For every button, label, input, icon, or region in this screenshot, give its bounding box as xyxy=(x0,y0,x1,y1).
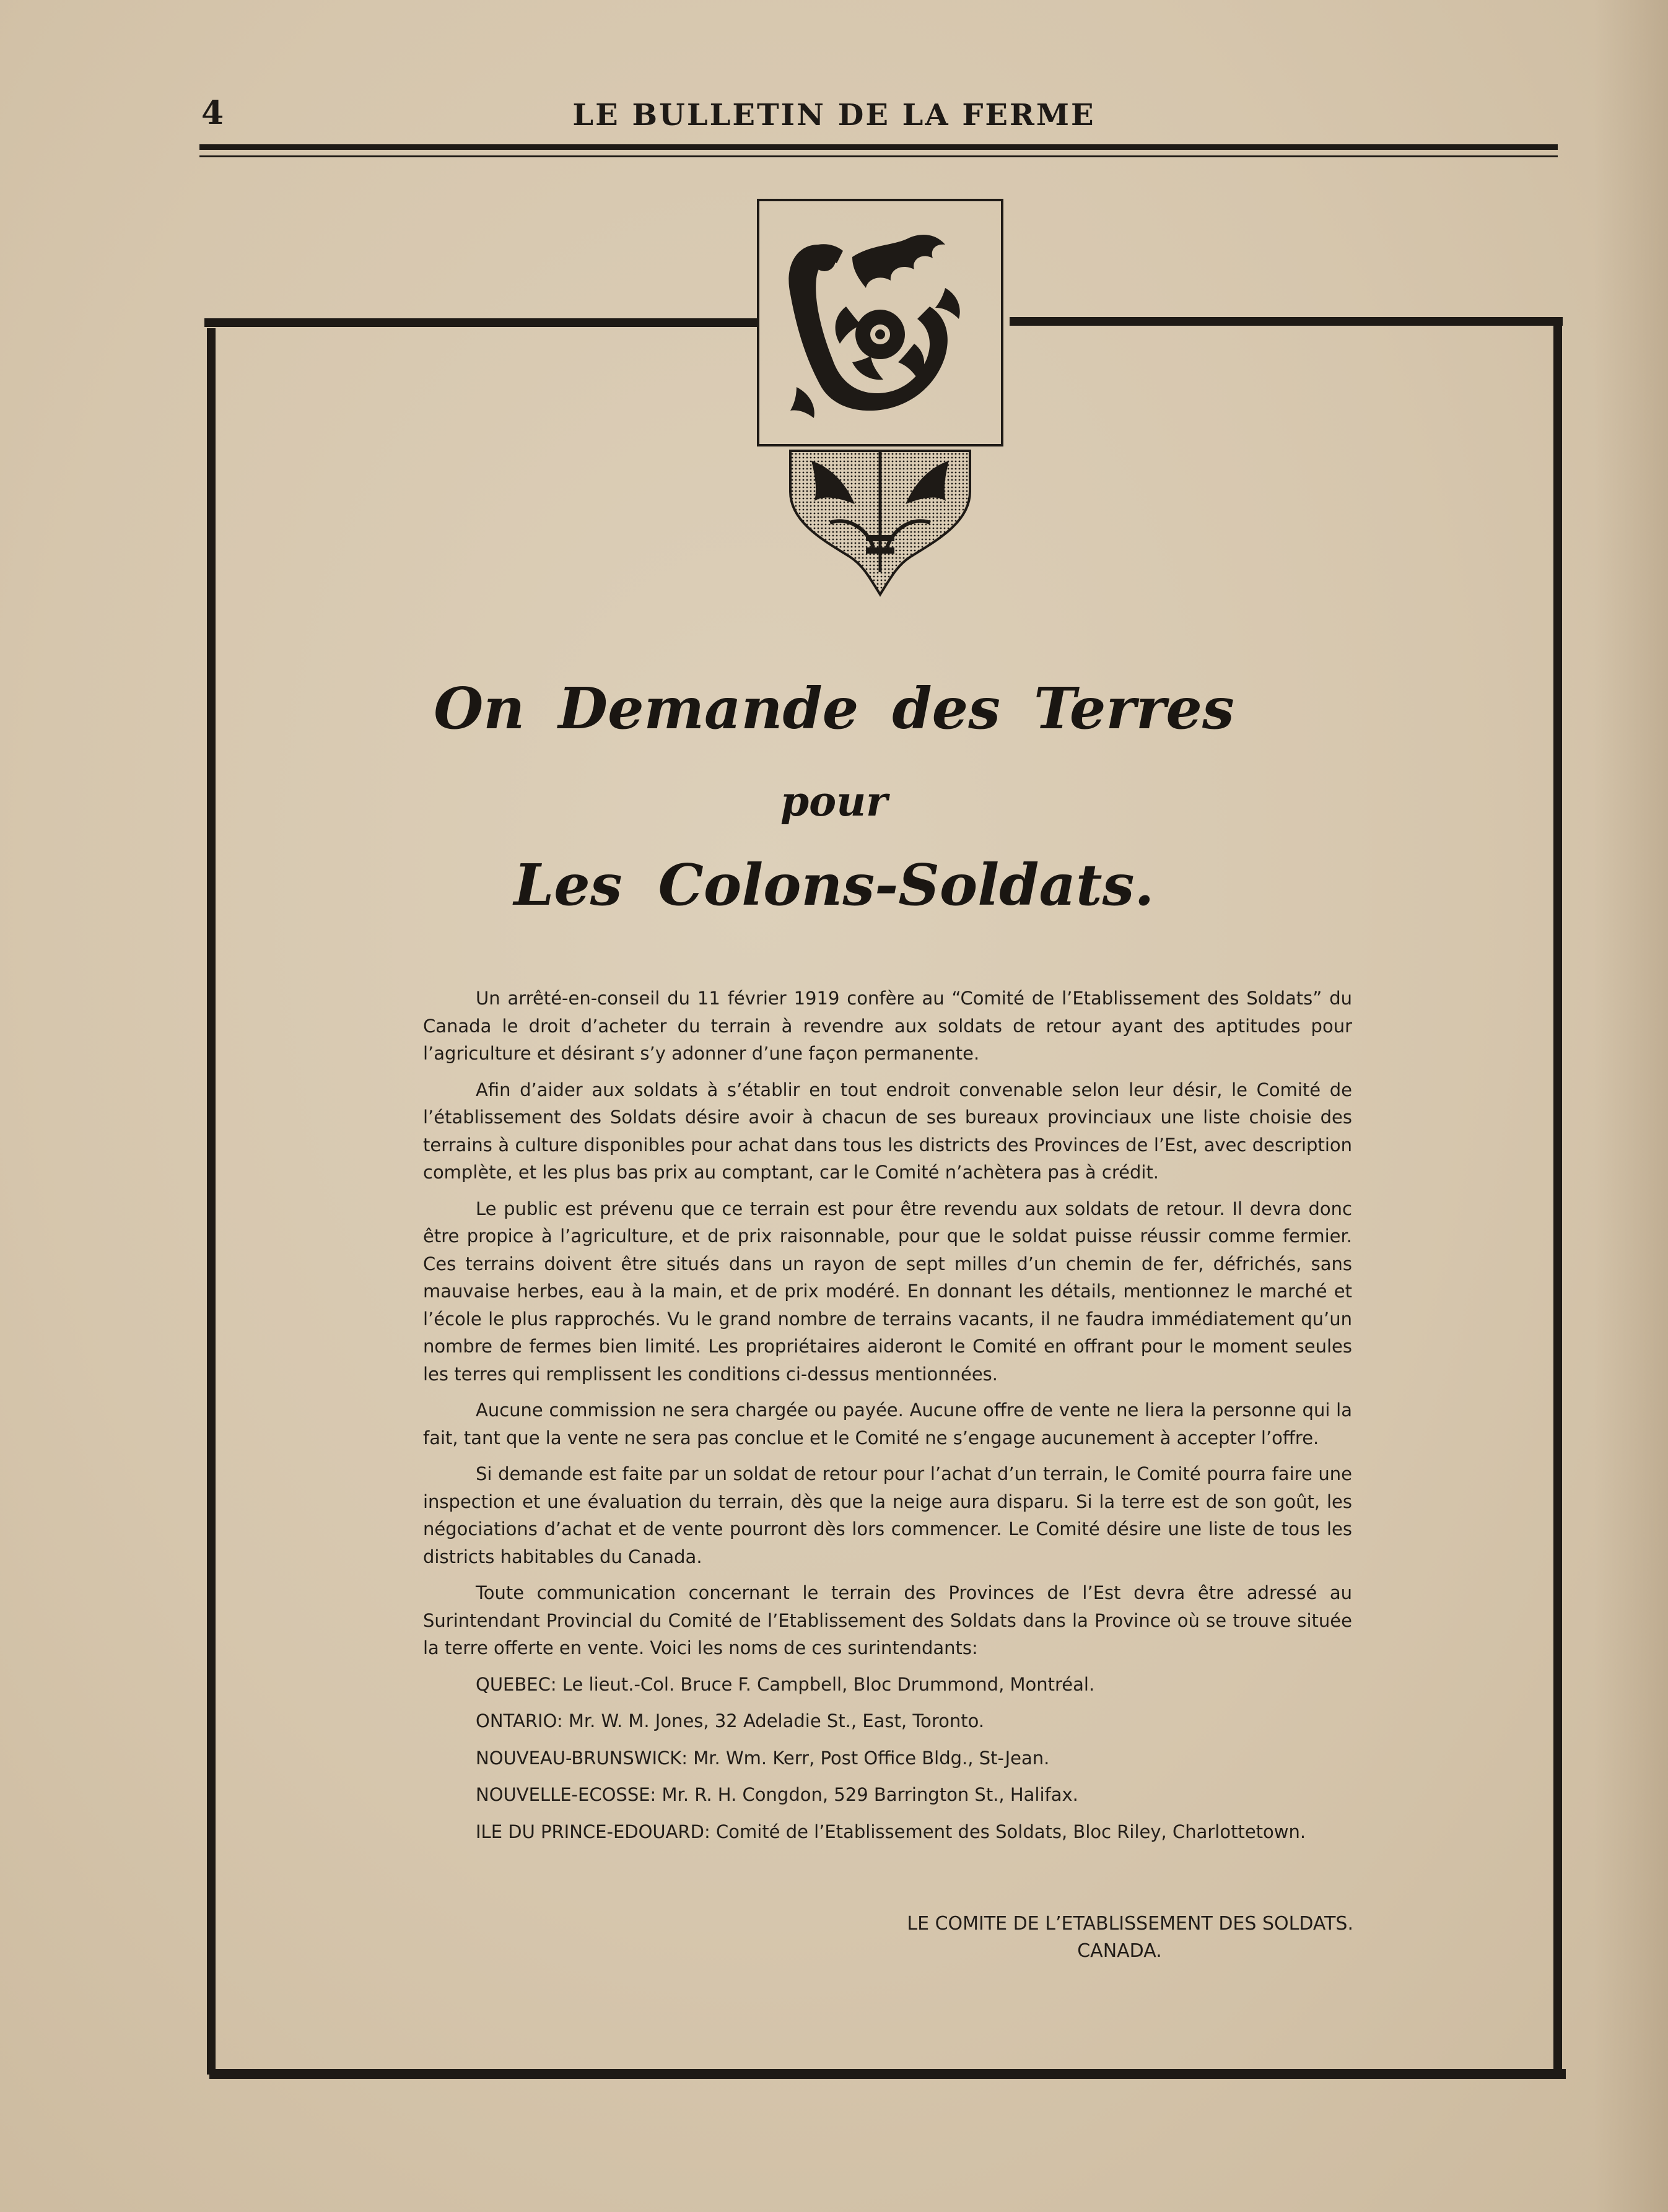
signature-line1: LE COMITE DE L’ETABLISSEMENT DES SOLDATS. xyxy=(907,1913,1353,1935)
ornamental-pendant-icon xyxy=(787,448,974,597)
ornament-pendant xyxy=(787,448,974,597)
address-ontario: ONTARIO: Mr. W. M. Jones, 32 Adeladie St., East, Toronto. xyxy=(476,1710,985,1731)
ad-paragraph: Afin d’aider aux soldats à s’établir en tout endroit convenable selon leur désir, le Comité de l’établissement des Soldats désire avoir à chacun de ses bureaux provinciaux une liste choisie des terrains à culture disponibles pour achat dans tous les districts des Provinces de l’Est, avec description complète, et les plus bas prix au comptant, car le Comité n’achètera pas à crédit. xyxy=(423,1079,1352,1183)
address-ile-du-prince-edouard: ILE DU PRINCE-EDOUARD: Comité de l’Etablissement des Soldats, Bloc Riley, Charlottetown. xyxy=(476,1821,1306,1842)
frame-left xyxy=(207,328,216,2075)
address-nouvelle-ecosse: NOUVELLE-ECOSSE: Mr. R. H. Congdon, 529 Barrington St., Halifax. xyxy=(476,1784,1078,1805)
address-quebec: QUEBEC: Le lieut.-Col. Bruce F. Campbell, Bloc Drummond, Montréal. xyxy=(476,1673,1095,1695)
signature-line2: CANADA. xyxy=(1077,1940,1162,1962)
ad-title-line3: Les Colons-Soldats. xyxy=(513,851,1155,918)
ad-paragraph: Toute communication concernant le terrain des Provinces de l’Est devra être adressé au Surintendant Provincial du Comité de l’Etablissement des Soldats dans la Province où se trouve située la terre offerte en vente. Voici les noms de ces surintendants: xyxy=(423,1582,1352,1658)
ornamental-initial-letter-icon xyxy=(759,201,1001,444)
ad-body xyxy=(423,985,1352,1855)
ad-title-line2: pour xyxy=(780,777,888,825)
frame-right xyxy=(1553,326,1562,2072)
ad-title-line1: On Demande des Terres xyxy=(434,675,1234,742)
frame-top-right xyxy=(1010,317,1563,326)
ad-paragraph: Si demande est faite par un soldat de retour pour l’achat d’un terrain, le Comité pourra faire une inspection et une évaluation du terrain, dès que la neige aura disparu. Si la terre est de son goût, les négociations d’achat et de vente pourront dès lors commencer. Le Comité désire une liste de tous les districts habitables du Canada. xyxy=(423,1463,1352,1567)
frame-bottom xyxy=(209,2069,1566,2079)
page-edge-shade xyxy=(1594,0,1668,2212)
address-nouveau-brunswick: NOUVEAU-BRUNSWICK: Mr. Wm. Kerr, Post Office Bldg., St-Jean. xyxy=(476,1747,1050,1769)
running-head: LE BULLETIN DE LA FERME xyxy=(572,98,1096,133)
signature-block xyxy=(743,1910,1353,1965)
ornament-box xyxy=(757,199,1003,446)
ad-paragraph: Un arrêté-en-conseil du 11 février 1919 confère au “Comité de l’Etablissement des Soldats” du Canada le droit d’acheter du terrain à revendre aux soldats de retour ayant des aptitudes pour l’agriculture et désirant s’y adonner d’une façon permanente. xyxy=(423,988,1352,1064)
header-rule-thick xyxy=(199,144,1558,150)
page-number: 4 xyxy=(201,94,224,132)
frame-top-left xyxy=(204,318,757,327)
ad-paragraph: Le public est prévenu que ce terrain est pour être revendu aux soldats de retour. Il devra donc être propice à l’agriculture, et de prix raisonnable, pour que le soldat puisse réussir comme fermier. Ces terrains doivent être situés dans un rayon de sept milles d’un chemin de fer, défrichés, sans mauvaise herbes, eau à la main, et de prix modéré. En donnant les détails, mentionnez le marché et l’école le plus rapprochés. Vu le grand nombre de terrains vacants, il ne faudra immédiatement qu’un nombre de fermes bien limité. Les propriétaires aideront le Comité en offrant pour le moment seules les terres qui remplissent les conditions ci-dessus mentionnées. xyxy=(423,1198,1352,1385)
ad-paragraph: Aucune commission ne sera chargée ou payée. Aucune offre de vente ne liera la personne qui la fait, tant que la vente ne sera pas conclue et le Comité ne s’engage aucunement à accepter l’offre. xyxy=(423,1400,1352,1448)
header-rule-thin xyxy=(199,155,1558,157)
